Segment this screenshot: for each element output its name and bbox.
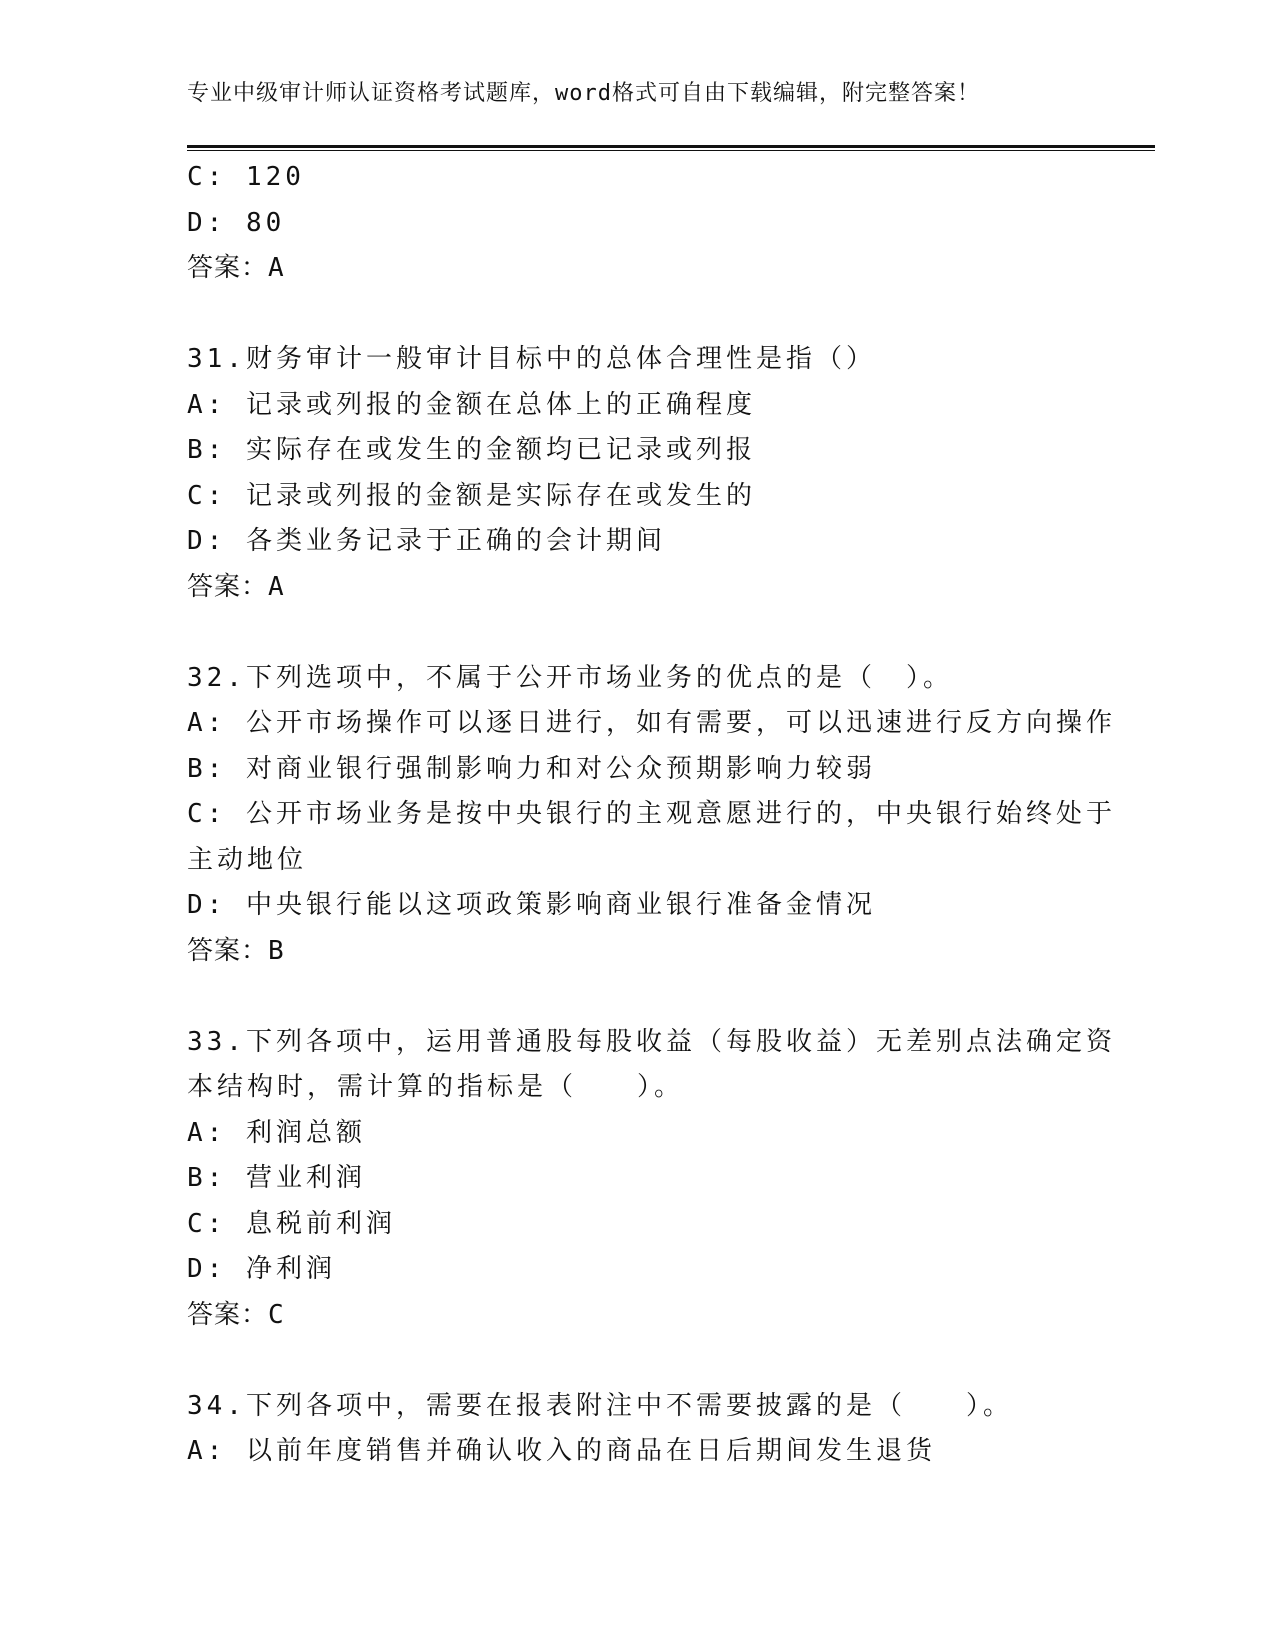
option-line: C: 公开市场业务是按中央银行的主观意愿进行的，中央银行始终处于 [187,799,1116,829]
spacer [187,974,1087,1020]
option-line [187,155,1087,201]
spacer [187,1338,1087,1384]
page-header: 专业中级审计师认证资格考试题库，word格式可自由下载编辑，附完整答案！ [187,81,980,106]
answer-line: 答案：B [187,935,285,966]
option-label: D: [187,207,227,238]
option-line: B: 营业利润 [187,1163,366,1193]
header-rule-thin [187,150,1155,151]
answer-line: 答案：C [187,1299,285,1330]
option-line: D: 净利润 [187,1254,336,1284]
option-line: A: 公开市场操作可以逐日进行，如有需要，可以迅速进行反方向操作 [187,708,1116,738]
option-line [187,201,1087,247]
question-stem: 31.财务审计一般审计目标中的总体合理性是指（） [187,344,876,374]
option-text: 80 [245,207,286,238]
answer-line: 答案：A [187,253,285,283]
option-line: A: 利润总额 [187,1117,366,1148]
option-line-continued: 主动地位 [187,844,308,875]
question-stem: 34.下列各项中，需要在报表附注中不需要披露的是（ ）。 [187,1390,1013,1421]
question-stem: 33.下列各项中，运用普通股每股收益（每股收益）无差别点法确定资 [187,1026,1116,1057]
spacer [187,610,1087,656]
option-line: C: 记录或列报的金额是实际存在或发生的 [187,480,756,511]
answer-line: 答案：A [187,571,285,602]
option-line: B: 对商业银行强制影响力和对公众预期影响力较弱 [187,753,876,784]
option-line: D: 中央银行能以这项政策影响商业银行准备金情况 [187,890,876,920]
option-line: B: 实际存在或发生的金额均已记录或列报 [187,435,756,465]
option-line: D: 各类业务记录于正确的会计期间 [187,526,666,556]
option-label: C: [187,162,227,192]
spacer [187,292,1087,338]
header-rule-thick [187,145,1155,148]
option-line: A: 记录或列报的金额在总体上的正确程度 [187,389,756,420]
option-text: 120 [245,162,305,192]
document-content [187,155,1116,1475]
question-stem-continued: 本结构时，需计算的指标是（ ）。 [187,1072,685,1102]
question-stem: 32.下列选项中，不属于公开市场业务的优点的是（ ）。 [187,662,953,693]
option-line: C: 息税前利润 [187,1208,396,1239]
option-line: A: 以前年度销售并确认收入的商品在日后期间发生退货 [187,1436,936,1466]
